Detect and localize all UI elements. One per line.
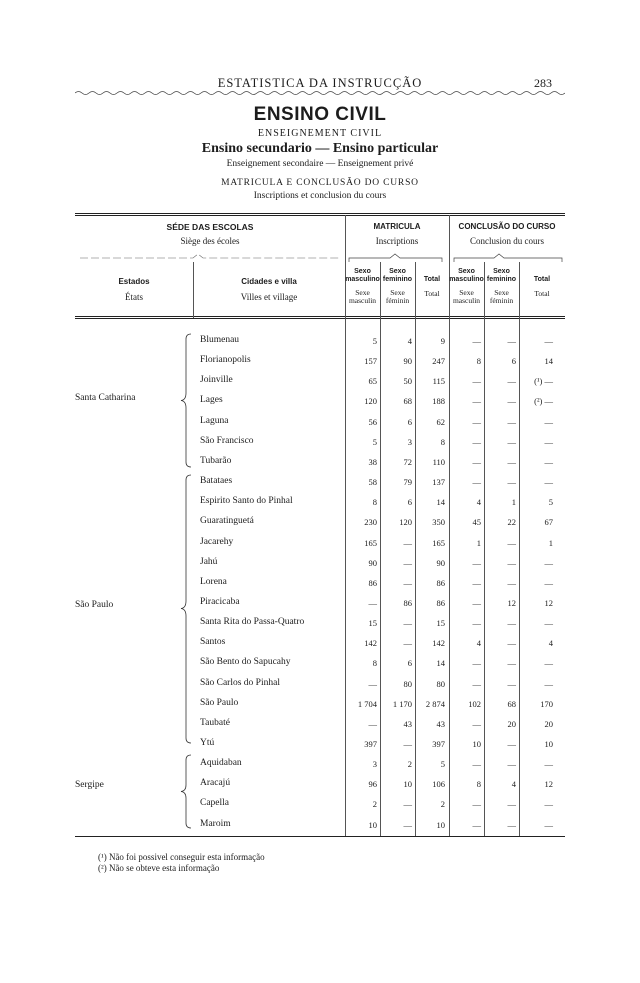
- header-m-fem: [380, 268, 415, 305]
- city-name: Espirito Santo do Pinhal: [200, 496, 293, 506]
- cell-m-masc: —: [368, 679, 377, 689]
- cell-c-fem: —: [507, 679, 516, 689]
- city-name: Laguna: [200, 416, 229, 426]
- cell-c-total: —: [544, 457, 553, 467]
- header-cidades-fr: Villes et village: [240, 292, 298, 302]
- cell-m-total: 15: [436, 618, 445, 628]
- cell-m-fem: —: [403, 739, 412, 749]
- header-c-fem: [484, 268, 519, 305]
- cell-c-total: —: [544, 417, 553, 427]
- city-name: Aquidaban: [200, 758, 242, 768]
- cell-m-total: 2 874: [425, 699, 445, 709]
- header-label-fr: Sexe: [459, 288, 474, 297]
- cell-m-fem: 80: [403, 679, 412, 689]
- page-number: 283: [534, 76, 552, 90]
- city-name: São Paulo: [200, 698, 239, 708]
- city-name: Jahú: [200, 557, 218, 567]
- cell-m-total: 62: [436, 417, 445, 427]
- cell-c-total: —: [544, 558, 553, 568]
- cell-c-total: —: [544, 759, 553, 769]
- col-rule: [380, 262, 381, 836]
- cell-m-total: 90: [436, 558, 445, 568]
- cell-m-fem: 10: [403, 779, 412, 789]
- city-name: Tubarão: [200, 456, 232, 466]
- cell-c-fem: —: [507, 820, 516, 830]
- cell-m-total: 14: [436, 497, 445, 507]
- cell-c-fem: —: [507, 336, 516, 346]
- cell-c-masc: —: [472, 417, 481, 427]
- city-name: São Francisco: [200, 436, 254, 446]
- city-name: Joinville: [200, 375, 233, 385]
- cell-m-fem: —: [403, 618, 412, 628]
- cell-c-masc: 1: [476, 538, 481, 548]
- state-label: São Paulo: [75, 600, 114, 610]
- cell-m-total: 397: [432, 739, 445, 749]
- cell-m-masc: 142: [364, 638, 377, 648]
- cell-m-masc: 5: [372, 336, 377, 346]
- cell-c-total: 12: [544, 598, 553, 608]
- cell-m-masc: 58: [368, 477, 377, 487]
- cell-m-masc: 397: [364, 739, 377, 749]
- col-rule: [519, 262, 520, 836]
- cell-m-total: 137: [432, 477, 445, 487]
- cell-m-masc: 10: [368, 820, 377, 830]
- header-label-fr: masculin: [452, 296, 481, 305]
- cell-c-masc: 4: [476, 497, 481, 507]
- header-matricula: MATRICULA: [373, 222, 421, 231]
- cell-m-fem: —: [403, 799, 412, 809]
- cell-c-fem: 22: [507, 517, 516, 527]
- cell-c-total: (²) —: [534, 396, 553, 406]
- cell-c-fem: —: [507, 658, 516, 668]
- cell-m-masc: 5: [372, 437, 377, 447]
- cell-m-fem: —: [403, 638, 412, 648]
- cell-c-total: 12: [544, 779, 553, 789]
- cell-c-masc: 102: [468, 699, 481, 709]
- cell-c-total: 170: [540, 699, 553, 709]
- cell-m-masc: 120: [364, 396, 377, 406]
- header-label-fr: Sexe: [390, 288, 405, 297]
- footnote: (²) Não se obteve esta informação: [98, 863, 220, 873]
- cell-c-fem: —: [507, 638, 516, 648]
- cell-c-fem: —: [507, 538, 516, 548]
- cell-m-total: 5: [440, 759, 445, 769]
- cell-c-masc: —: [472, 558, 481, 568]
- header-label-fr: Total: [534, 289, 550, 298]
- cell-c-masc: —: [472, 457, 481, 467]
- cell-c-masc: —: [472, 719, 481, 729]
- cell-m-masc: 165: [364, 538, 377, 548]
- table-caption-fr: Inscriptions et conclusion du cours: [253, 191, 387, 201]
- cell-m-total: 165: [432, 538, 445, 548]
- cell-c-total: —: [544, 820, 553, 830]
- cell-m-total: 14: [436, 658, 445, 668]
- header-m-masc: [345, 268, 380, 305]
- table-caption: MATRICULA E CONCLUSÃO DO CURSO: [221, 178, 419, 188]
- city-name: Blumenau: [200, 335, 240, 345]
- col-rule: [449, 215, 450, 836]
- cell-m-total: 8: [440, 437, 445, 447]
- header-label-fr: masculin: [348, 296, 377, 305]
- header-label-fr: Total: [424, 289, 440, 298]
- cell-c-total: —: [544, 336, 553, 346]
- cell-c-masc: —: [472, 376, 481, 386]
- header-label: Sexo: [493, 268, 510, 275]
- cell-c-fem: —: [507, 739, 516, 749]
- header-label-fr: Sexe: [355, 288, 370, 297]
- running-title: ESTATISTICA DA INSTRUCÇÃO: [217, 76, 423, 90]
- cell-c-masc: —: [472, 679, 481, 689]
- state-label: Sergipe: [75, 780, 104, 790]
- cell-m-total: 9: [440, 336, 445, 346]
- cell-m-total: 2: [440, 799, 445, 809]
- cell-c-total: 1: [548, 538, 553, 548]
- col-rule: [415, 262, 416, 836]
- header-estados-fr: États: [125, 292, 143, 302]
- city-name: Aracajú: [200, 778, 231, 788]
- header-label: Sexo: [354, 268, 371, 275]
- cell-m-total: 86: [436, 598, 445, 608]
- wavy-rule: [75, 90, 565, 96]
- cell-m-masc: 8: [372, 658, 377, 668]
- cell-m-total: 142: [432, 638, 445, 648]
- cell-c-fem: 12: [507, 598, 516, 608]
- table-top-rule-2: [75, 215, 565, 216]
- cell-c-masc: —: [472, 578, 481, 588]
- header-conclusao: CONCLUSÃO DO CURSO: [458, 222, 556, 231]
- cell-c-fem: —: [507, 376, 516, 386]
- group-bracket: [78, 252, 565, 264]
- header-m-total: [415, 276, 449, 298]
- cell-c-masc: —: [472, 658, 481, 668]
- city-name: Piracicaba: [200, 597, 240, 607]
- cell-m-fem: 43: [403, 719, 412, 729]
- section-subtitle: Enseignement secondaire — Enseignement privé: [226, 159, 414, 169]
- cell-c-total: 5: [548, 497, 553, 507]
- cell-m-fem: 4: [407, 336, 412, 346]
- cell-c-fem: —: [507, 799, 516, 809]
- city-name: Guaratinguetá: [200, 516, 254, 526]
- cell-m-masc: 15: [368, 618, 377, 628]
- cell-c-masc: —: [472, 396, 481, 406]
- city-name: Florianopolis: [200, 355, 251, 365]
- cell-m-masc: 157: [364, 356, 377, 366]
- cell-m-total: 106: [432, 779, 445, 789]
- cell-c-fem: —: [507, 618, 516, 628]
- cell-m-total: 43: [436, 719, 445, 729]
- city-name: Lorena: [200, 577, 227, 587]
- cell-m-fem: 6: [407, 497, 412, 507]
- cell-c-masc: 10: [472, 739, 481, 749]
- cell-m-fem: 120: [399, 517, 412, 527]
- state-brace: [180, 333, 194, 468]
- cell-m-masc: 90: [368, 558, 377, 568]
- cell-c-total: (¹) —: [534, 376, 553, 386]
- state-brace: [180, 754, 194, 829]
- col-rule: [345, 215, 346, 836]
- cell-m-fem: 50: [403, 376, 412, 386]
- cell-m-fem: 3: [407, 437, 412, 447]
- header-sede-fr: Siège des écoles: [180, 236, 240, 246]
- cell-c-total: —: [544, 658, 553, 668]
- cell-c-masc: 8: [476, 356, 481, 366]
- header-c-total: [519, 276, 565, 298]
- cell-c-total: —: [544, 679, 553, 689]
- cell-m-fem: 1 170: [392, 699, 412, 709]
- cell-m-fem: —: [403, 538, 412, 548]
- cell-m-total: 247: [432, 356, 445, 366]
- cell-c-total: 4: [548, 638, 553, 648]
- city-name: Maroim: [200, 819, 231, 829]
- cell-m-masc: 96: [368, 779, 377, 789]
- cell-c-total: —: [544, 477, 553, 487]
- city-name: Jacarehy: [200, 537, 234, 547]
- cell-c-total: 67: [544, 517, 553, 527]
- header-c-masc: [449, 268, 484, 305]
- header-estados: Estados: [118, 277, 150, 286]
- cell-c-total: —: [544, 578, 553, 588]
- header-conclusao-fr: Conclusion du cours: [470, 236, 544, 246]
- cell-m-masc: 65: [368, 376, 377, 386]
- footnote: (¹) Não foi possivel conseguir esta informação: [98, 852, 265, 862]
- table-bottom-rule: [75, 836, 565, 837]
- cell-c-total: 14: [544, 356, 553, 366]
- cell-m-fem: 90: [403, 356, 412, 366]
- header-label-fr: Sexe: [494, 288, 509, 297]
- header-label-fr: féminin: [489, 296, 514, 305]
- cell-m-masc: 56: [368, 417, 377, 427]
- city-name: Lages: [200, 395, 223, 405]
- cell-c-fem: —: [507, 558, 516, 568]
- cell-m-fem: 6: [407, 658, 412, 668]
- cell-m-total: 350: [432, 517, 445, 527]
- cell-m-masc: —: [368, 598, 377, 608]
- cell-m-total: 115: [432, 376, 445, 386]
- col-rule: [193, 262, 194, 318]
- header-label: feminino: [382, 276, 413, 283]
- table-top-rule: [75, 213, 565, 214]
- section-title: Ensino secundario — Ensino particular: [201, 141, 439, 156]
- page-subtitle: ENSEIGNEMENT CIVIL: [257, 128, 383, 139]
- cell-c-total: 10: [544, 739, 553, 749]
- cell-m-fem: 68: [403, 396, 412, 406]
- page-title: ENSINO CIVIL: [253, 104, 387, 125]
- cell-c-masc: —: [472, 598, 481, 608]
- cell-c-masc: 45: [472, 517, 481, 527]
- cell-c-fem: 20: [507, 719, 516, 729]
- cell-m-total: 80: [436, 679, 445, 689]
- cell-m-fem: 2: [407, 759, 412, 769]
- header-label: Sexo: [458, 268, 475, 275]
- header-label: masculino: [449, 276, 484, 283]
- col-rule: [484, 262, 485, 836]
- cell-m-total: 188: [432, 396, 445, 406]
- cell-m-masc: 3: [372, 759, 377, 769]
- cell-m-fem: 86: [403, 598, 412, 608]
- cell-m-masc: 8: [372, 497, 377, 507]
- header-sede: SÉDE DAS ESCOLAS: [166, 222, 254, 232]
- cell-c-fem: 1: [511, 497, 516, 507]
- cell-c-masc: —: [472, 618, 481, 628]
- state-brace: [180, 474, 194, 744]
- cell-m-masc: 86: [368, 578, 377, 588]
- cell-m-fem: —: [403, 820, 412, 830]
- header-rule-2: [75, 318, 565, 319]
- city-name: Taubaté: [200, 718, 230, 728]
- header-label: Sexo: [389, 268, 406, 275]
- cell-c-fem: —: [507, 417, 516, 427]
- cell-m-total: 110: [432, 457, 445, 467]
- cell-c-fem: 68: [507, 699, 516, 709]
- cell-c-total: —: [544, 799, 553, 809]
- header-label-fr: féminin: [385, 296, 410, 305]
- cell-c-fem: —: [507, 759, 516, 769]
- cell-m-total: 86: [436, 578, 445, 588]
- cell-c-fem: —: [507, 457, 516, 467]
- cell-c-fem: —: [507, 437, 516, 447]
- header-matricula-fr: Inscriptions: [375, 236, 419, 246]
- cell-c-total: 20: [544, 719, 553, 729]
- city-name: Batataes: [200, 476, 233, 486]
- city-name: Santos: [200, 637, 226, 647]
- cell-m-fem: —: [403, 558, 412, 568]
- cell-c-masc: —: [472, 437, 481, 447]
- cell-m-masc: —: [368, 719, 377, 729]
- cell-m-total: 10: [436, 820, 445, 830]
- cell-m-masc: 1 704: [357, 699, 377, 709]
- cell-m-fem: 72: [403, 457, 412, 467]
- header-label: masculino: [345, 276, 380, 283]
- cell-c-masc: 4: [476, 638, 481, 648]
- city-name: Capella: [200, 798, 230, 808]
- cell-m-fem: 6: [407, 417, 412, 427]
- city-name: São Carlos do Pinhal: [200, 678, 280, 688]
- cell-c-masc: —: [472, 477, 481, 487]
- cell-m-fem: —: [403, 578, 412, 588]
- cell-c-fem: —: [507, 578, 516, 588]
- cell-c-fem: 4: [511, 779, 516, 789]
- cell-c-fem: —: [507, 396, 516, 406]
- cell-c-masc: —: [472, 336, 481, 346]
- cell-c-masc: —: [472, 759, 481, 769]
- cell-m-masc: 2: [372, 799, 377, 809]
- cell-c-total: —: [544, 618, 553, 628]
- city-name: Santa Rita do Passa-Quatro: [200, 617, 305, 627]
- header-cidades: Cidades e villa: [241, 277, 297, 286]
- cell-m-fem: 79: [403, 477, 412, 487]
- state-label: Santa Catharina: [75, 393, 136, 403]
- cell-c-fem: —: [507, 477, 516, 487]
- cell-c-masc: —: [472, 820, 481, 830]
- cell-m-masc: 230: [364, 517, 377, 527]
- cell-c-masc: 8: [476, 779, 481, 789]
- header-label: Total: [423, 276, 441, 283]
- header-label: Total: [533, 276, 551, 283]
- header-label: feminino: [486, 276, 517, 283]
- cell-c-fem: 6: [511, 356, 516, 366]
- city-name: São Bento do Sapucahy: [200, 657, 291, 667]
- city-name: Ytú: [200, 738, 215, 748]
- header-rule: [75, 316, 565, 317]
- cell-c-masc: —: [472, 799, 481, 809]
- cell-m-masc: 38: [368, 457, 377, 467]
- cell-c-total: —: [544, 437, 553, 447]
